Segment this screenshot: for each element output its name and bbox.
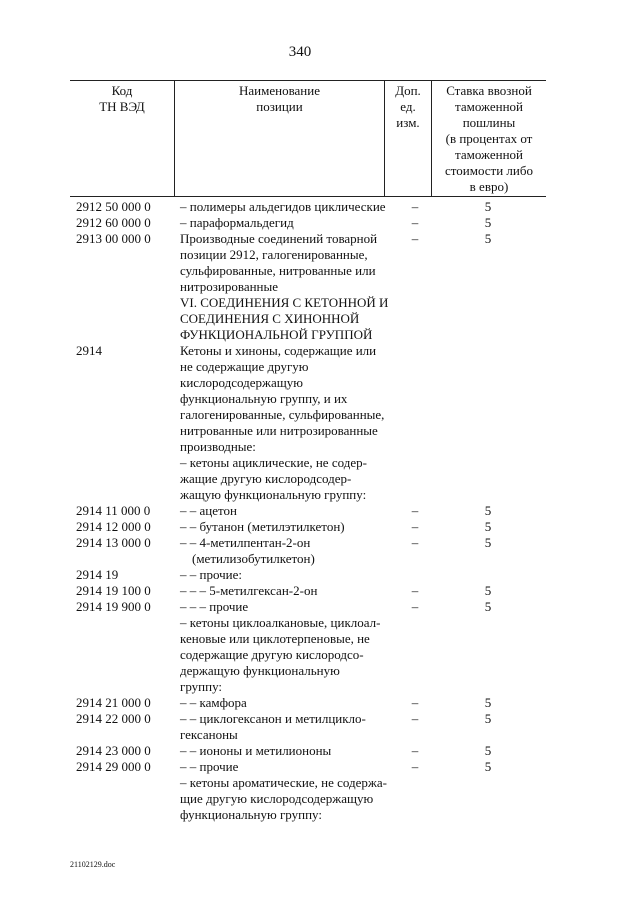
- duty-rate: 5: [484, 503, 492, 518]
- tariff-code: 2914 29 000 0: [76, 759, 151, 774]
- duty-rate: 5: [484, 519, 492, 534]
- tariff-code: 2914 11 000 0: [76, 503, 151, 518]
- tariff-code: 2914: [76, 343, 102, 358]
- position-description-line: – кетоны ароматические, не содержа-: [180, 775, 387, 790]
- position-description-line: – – камфора: [180, 695, 247, 710]
- header-name-line: Наименование: [239, 83, 320, 98]
- header-rate-line: пошлины: [462, 115, 516, 130]
- position-description-line: Кетоны и хиноны, содержащие или: [180, 343, 377, 358]
- duty-rate: 5: [484, 743, 492, 758]
- unit-dash: –: [411, 519, 419, 534]
- tariff-code: 2914 21 000 0: [76, 695, 151, 710]
- tariff-code: 2914 19: [76, 567, 119, 582]
- position-description-line: – полимеры альдегидов циклические: [180, 199, 386, 214]
- position-description-line: – – 4-метилпентан-2-он: [180, 535, 311, 550]
- header-code-line: Код: [111, 83, 133, 98]
- position-description-line: – кетоны ациклические, не содер-: [180, 455, 367, 470]
- header-rate-line: Ставка ввозной: [446, 83, 532, 98]
- header-rate-line: в евро): [469, 179, 509, 194]
- duty-rate: 5: [484, 599, 492, 614]
- unit-dash: –: [411, 215, 419, 230]
- duty-rate: 5: [484, 231, 492, 246]
- tariff-code: 2914 23 000 0: [76, 743, 151, 758]
- position-description-line: кеновые или циклотерпеновые, не: [180, 631, 370, 646]
- header-bottom-rule: [70, 196, 546, 197]
- tariff-code: 2914 12 000 0: [76, 519, 151, 534]
- position-description-line: функциональную группу:: [180, 807, 322, 822]
- duty-rate: 5: [484, 583, 492, 598]
- position-description-line: – кетоны циклоалкановые, циклоал-: [180, 615, 381, 630]
- position-description-line: (метилизобутилкетон): [192, 551, 315, 566]
- header-code-line: ТН ВЭД: [99, 99, 145, 114]
- position-description-line: позиции 2912, галогенированные,: [180, 247, 368, 262]
- duty-rate: 5: [484, 199, 492, 214]
- header-rate-line: таможенной: [455, 147, 523, 162]
- unit-dash: –: [411, 199, 419, 214]
- unit-dash: –: [411, 231, 419, 246]
- position-description-line: VI. СОЕДИНЕНИЯ С КЕТОННОЙ И: [180, 295, 389, 310]
- position-description-line: нитрованные или нитрозированные: [180, 423, 378, 438]
- position-description-line: ФУНКЦИОНАЛЬНОЙ ГРУППОЙ: [180, 327, 373, 342]
- header-unit-line: ед.: [400, 99, 416, 114]
- tariff-code: 2913 00 000 0: [76, 231, 151, 246]
- file-name-footer: 21102129.doc: [70, 860, 116, 869]
- position-description-line: функциональную группу, и их: [180, 391, 348, 406]
- position-description-line: – – – прочие: [180, 599, 249, 614]
- header-unit-line: изм.: [396, 115, 420, 130]
- tariff-code: 2914 13 000 0: [76, 535, 151, 550]
- position-description-line: Производные соединений товарной: [180, 231, 378, 246]
- position-description-line: жащие другую кислородсодер-: [180, 471, 352, 486]
- position-description-line: – – циклогексанон и метилцикло-: [180, 711, 366, 726]
- position-description-line: производные:: [180, 439, 256, 454]
- position-description-line: не содержащие другую: [180, 359, 309, 374]
- duty-rate: 5: [484, 711, 492, 726]
- position-description-line: жащую функциональную группу:: [180, 487, 367, 502]
- header-rate-line: стоимости либо: [444, 163, 533, 178]
- table-top-rule: [70, 80, 546, 81]
- unit-dash: –: [411, 599, 419, 614]
- duty-rate: 5: [484, 535, 492, 550]
- position-description-line: галогенированные, сульфированные,: [180, 407, 385, 422]
- position-description-line: – – – 5-метилгексан-2-он: [180, 583, 318, 598]
- tariff-code: 2914 22 000 0: [76, 711, 151, 726]
- position-description-line: сульфированные, нитрованные или: [180, 263, 376, 278]
- tariff-code: 2912 60 000 0: [76, 215, 151, 230]
- tariff-code: 2912 50 000 0: [76, 199, 151, 214]
- position-description-line: щие другую кислородсодержащую: [180, 791, 374, 806]
- header-name-line: позиции: [256, 99, 303, 114]
- unit-dash: –: [411, 711, 419, 726]
- header-rate-line: (в процентах от: [445, 131, 533, 146]
- position-description-line: гексаноны: [180, 727, 238, 742]
- position-description-line: – – бутанон (метилэтилкетон): [180, 519, 345, 534]
- position-description-line: – – ацетон: [180, 503, 237, 518]
- duty-rate: 5: [484, 759, 492, 774]
- unit-dash: –: [411, 503, 419, 518]
- duty-rate: 5: [484, 215, 492, 230]
- position-description-line: – – иононы и метилиононы: [180, 743, 332, 758]
- tariff-code: 2914 19 900 0: [76, 599, 151, 614]
- unit-dash: –: [411, 759, 419, 774]
- unit-dash: –: [411, 695, 419, 710]
- header-unit-line: Доп.: [395, 83, 421, 98]
- position-description-line: держащую функциональную: [180, 663, 340, 678]
- page-number: 340: [288, 44, 312, 60]
- position-description-line: содержащие другую кислородсо-: [180, 647, 364, 662]
- position-description-line: нитрозированные: [180, 279, 279, 294]
- position-description-line: – – прочие:: [180, 567, 242, 582]
- position-description-line: кислородсодержащую: [180, 375, 304, 390]
- unit-dash: –: [411, 743, 419, 758]
- duty-rate: 5: [484, 695, 492, 710]
- header-rate-line: таможенной: [455, 99, 523, 114]
- tariff-code: 2914 19 100 0: [76, 583, 151, 598]
- position-description-line: – – прочие: [180, 759, 239, 774]
- position-description-line: – параформальдегид: [180, 215, 294, 230]
- position-description-line: СОЕДИНЕНИЯ С ХИНОННОЙ: [180, 311, 360, 326]
- unit-dash: –: [411, 583, 419, 598]
- position-description-line: группу:: [180, 679, 223, 694]
- unit-dash: –: [411, 535, 419, 550]
